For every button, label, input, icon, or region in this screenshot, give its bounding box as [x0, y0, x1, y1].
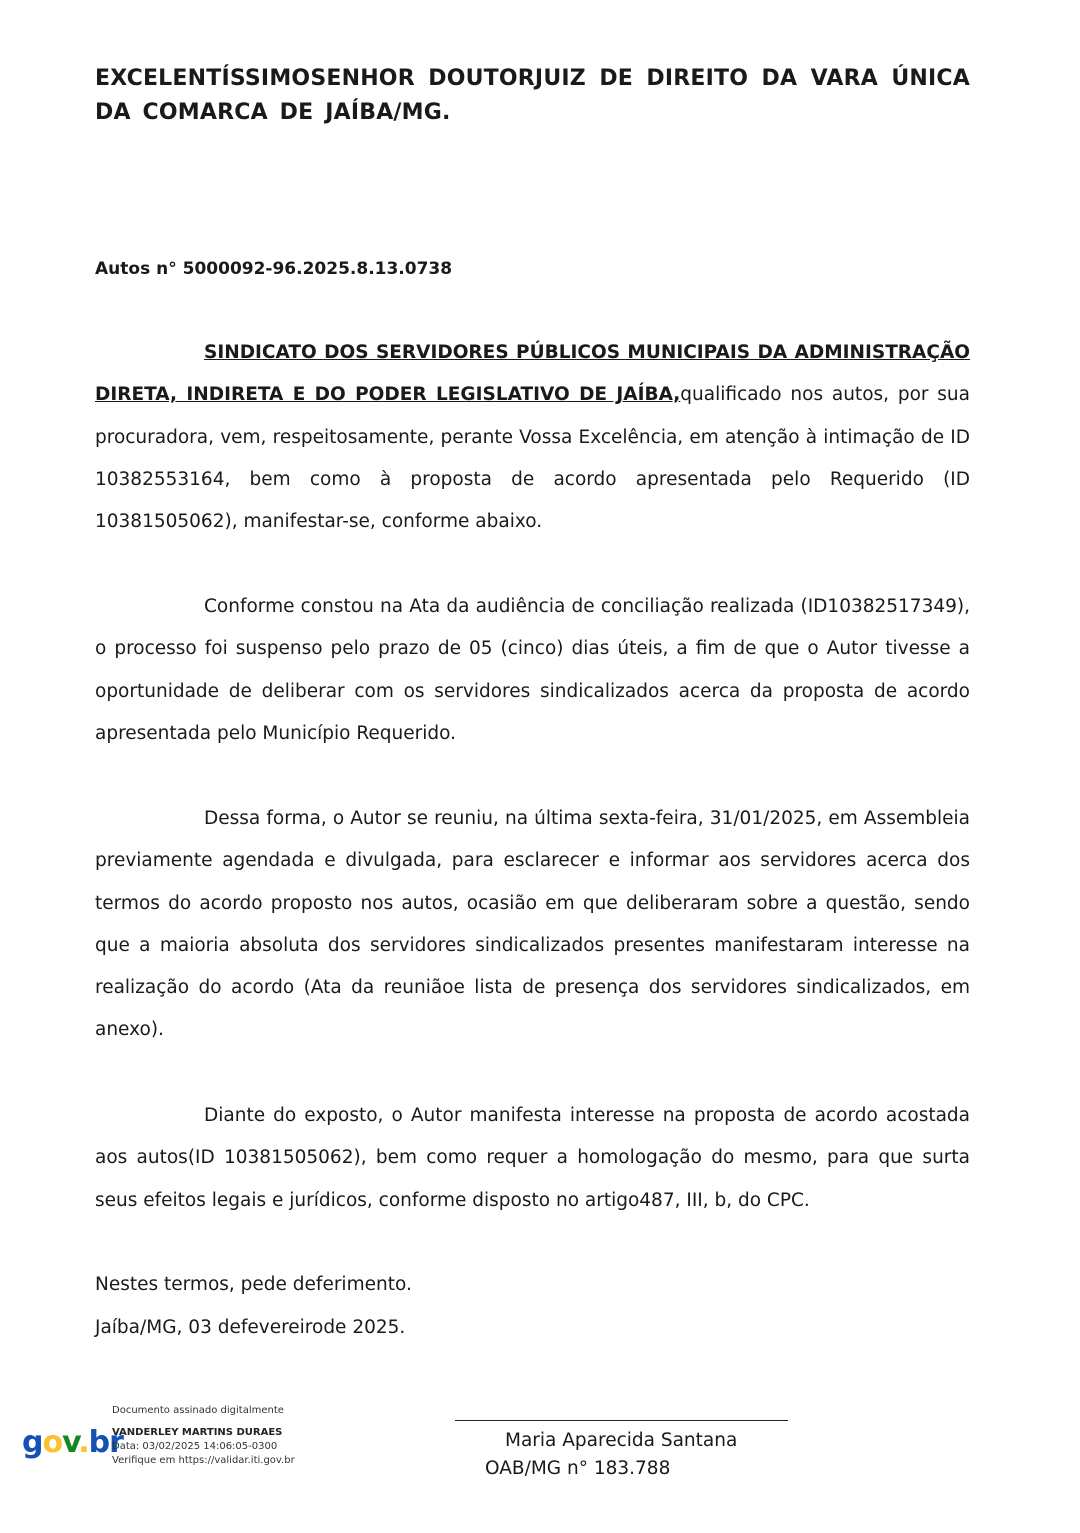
- paragraph-intro-text: qualificado nos autos, por sua procuradora, vem, respeitosamente, perante Vossa Excelência, em atenção à intimação de ID 10382553164, bem como à proposta de acordo apresentada pelo Requerido (ID 10381505062), manifestar-se, conforme abaixo.: [95, 384, 970, 533]
- svg-text:gov.br: gov.br: [22, 1425, 123, 1460]
- signature-line: [455, 1420, 788, 1421]
- stamp-date: Data: 03/02/2025 14:06:05-0300: [112, 1441, 278, 1452]
- place-and-date: Jaíba/MG, 03 defevereirode 2025.: [95, 1317, 406, 1338]
- govbr-logo: [22, 1420, 123, 1464]
- case-number: Autos n° 5000092-96.2025.8.13.0738: [95, 259, 453, 279]
- paragraph-assembly: Dessa forma, o Autor se reuniu, na última sexta-feira, 31/01/2025, em Assembleia previamente agendada e divulgada, para esclarecer e informar aos servidores acerca dos termos do acordo proposto nos autos, ocasião em que deliberaram sobre a questão, sendo que a maioria absoluta dos servidores sindicalizados presentes manifestaram interesse na realização do acordo (Ata da reuniãoe lista de presença dos servidores sindicalizados, em anexo).: [95, 808, 970, 1041]
- stamp-signer: VANDERLEY MARTINS DURAES: [112, 1427, 283, 1438]
- closing-formula: Nestes termos, pede deferimento.: [95, 1274, 412, 1295]
- stamp-label: Documento assinado digitalmente: [112, 1405, 284, 1416]
- party-name: SINDICATO DOS SERVIDORES PÚBLICOS MUNICIPAIS DA ADMINISTRAÇÃO DIRETA, INDIRETA E DO PODER LEGISLATIVO DE JAÍBA,: [95, 342, 970, 406]
- document-heading: EXCELENTÍSSIMOSENHOR DOUTORJUIZ DE DIREITO DA VARA ÚNICA DA COMARCA DE JAÍBA/MG.: [95, 66, 970, 125]
- paragraph-intro: [95, 332, 970, 543]
- signatory-oab: OAB/MG n° 183.788: [485, 1458, 671, 1479]
- digital-signature-stamp: [112, 1404, 295, 1468]
- paragraph-request: Diante do exposto, o Autor manifesta interesse na proposta de acordo acostada aos autos(ID 10381505062), bem como requer a homologação do mesmo, para que surta seus efeitos legais e jurídicos, conforme disposto no artigo487, III, b, do CPC.: [95, 1105, 970, 1211]
- paragraph-hearing: Conforme constou na Ata da audiência de conciliação realizada (ID10382517349), o processo foi suspenso pelo prazo de 05 (cinco) dias úteis, a fim de que o Autor tivesse a oportunidade de deliberar com os servidores sindicalizados acerca da proposta de acordo apresentada pelo Município Requerido.: [95, 596, 970, 744]
- stamp-verify-link[interactable]: Verifique em https://validar.iti.gov.br: [112, 1455, 295, 1466]
- govbr-logo-icon: [22, 1420, 123, 1464]
- signatory-name: Maria Aparecida Santana: [505, 1430, 738, 1451]
